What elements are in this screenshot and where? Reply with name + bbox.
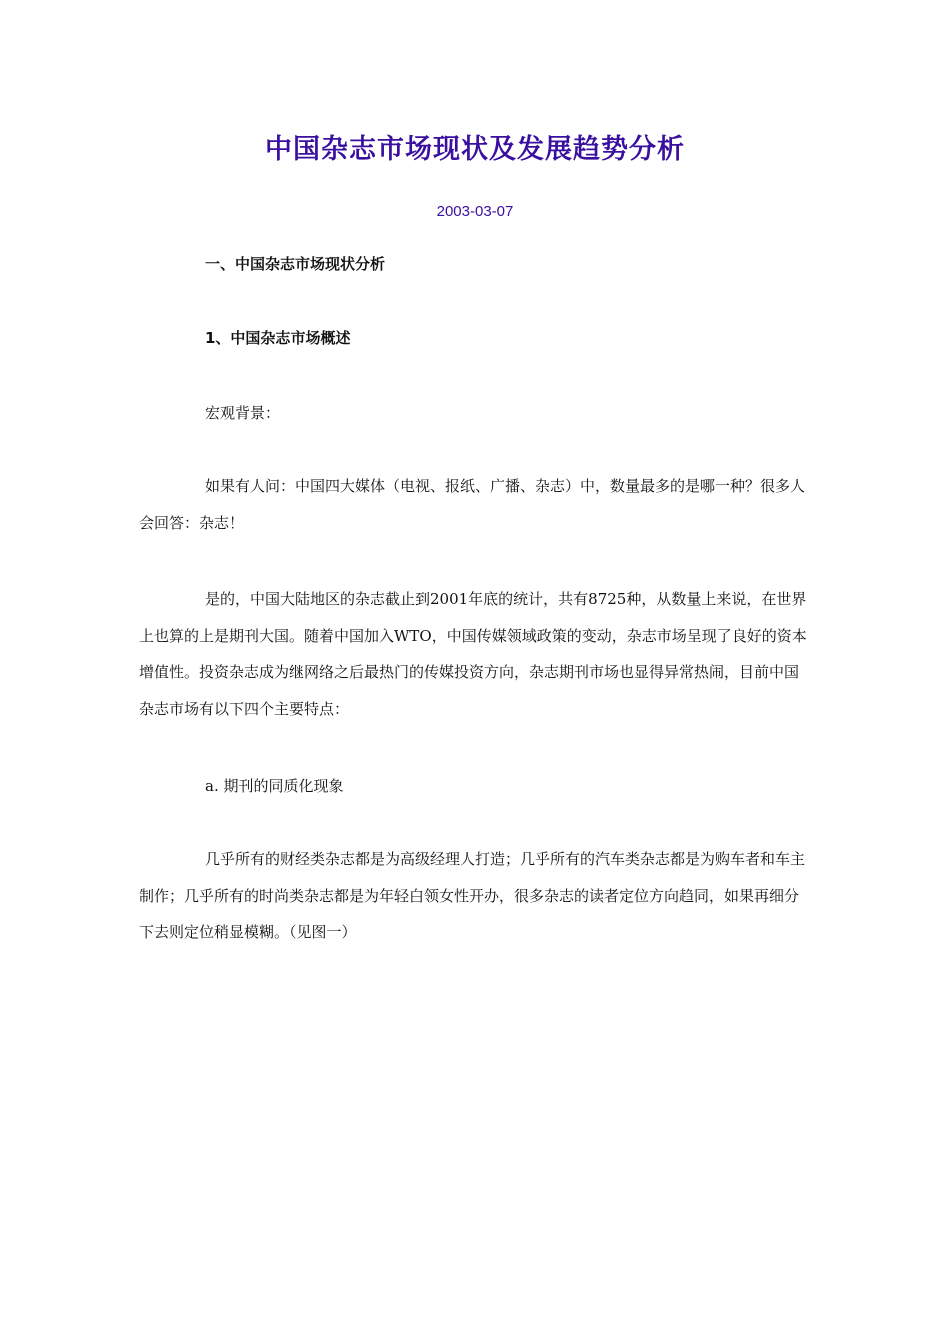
- paragraph-market: 是的，中国大陆地区的杂志截止到2001年底的统计，共有8725种，从数量上来说，在世界上也算的上是期刊大国。随着中国加入WTO，中国传媒领域政策的变动，杂志市场呈现了良好的资本增值性。投资杂志成为继网络之后最热门的传媒投资方向，杂志期刊市场也显得异常热闹，目前中国杂志市场有以下四个主要特点：: [139, 590, 807, 718]
- macro-background-label: 宏观背景：: [205, 404, 281, 422]
- point-a-heading: a. 期刊的同质化现象: [205, 777, 344, 795]
- document-date: 2003-03-07: [436, 203, 514, 220]
- paragraph-homogeneity: 几乎所有的财经类杂志都是为高级经理人打造；几乎所有的汽车类杂志都是为购车者和车主制作；几乎所有的时尚类杂志都是为年轻白领女性开办，很多杂志的读者定位方向趋同，如果再细分下去则定位稍显模糊。（见图一）: [139, 850, 806, 941]
- document-title: 中国杂志市场现状及发展趋势分析: [265, 134, 685, 165]
- section-heading: 一、中国杂志市场现状分析: [205, 255, 386, 273]
- subsection-heading: 1、中国杂志市场概述: [205, 329, 351, 347]
- paragraph-intro: 如果有人问：中国四大媒体（电视、报纸、广播、杂志）中，数量最多的是哪一种？很多人会回答：杂志！: [139, 477, 806, 532]
